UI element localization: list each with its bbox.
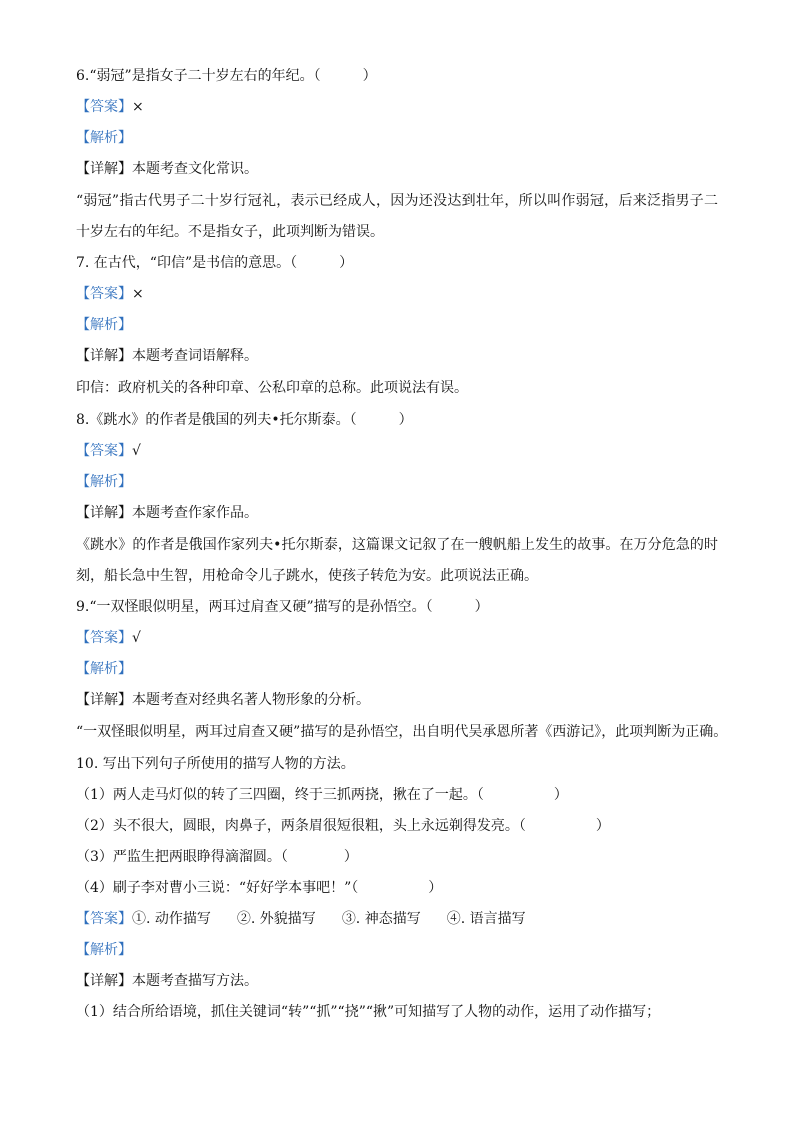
- answer-9: [76, 628, 718, 648]
- analysis-label-9: 【解析】: [76, 661, 132, 677]
- answer-label: 【答案】: [76, 99, 132, 115]
- sub-item-3: （3）严监生把两眼睁得滴溜圆。（ ）: [76, 849, 358, 865]
- sub-item-4: （4）刷子李对曹小三说：“好好学本事吧！”（ ）: [76, 880, 443, 896]
- detail-text: 本题考查文化常识。: [132, 161, 258, 177]
- analysis-label-10: 【解析】: [76, 942, 132, 958]
- detail-7: [76, 346, 718, 366]
- detail-label: 【详解】: [76, 348, 132, 364]
- answer-value: √: [132, 443, 141, 459]
- detail-text: 本题考查作家作品。: [132, 505, 258, 521]
- detail-label: 【详解】: [76, 692, 132, 708]
- explanation-9: “一双怪眼似明星，两耳过肩查又硬”描写的是孙悟空，出自明代吴承恩所著《西游记》，此项判断为正确。: [76, 724, 728, 740]
- sub-item-2: （2）头不很大，圆眼，肉鼻子，两条眉很短很粗，头上永远剃得发亮。（ ）: [76, 818, 610, 834]
- analysis-label-8: 【解析】: [76, 474, 132, 490]
- answer-8: [76, 441, 718, 461]
- detail-label: 【详解】: [76, 161, 132, 177]
- detail-10: [76, 971, 718, 991]
- detail-8: [76, 503, 718, 523]
- answer-label: 【答案】: [76, 630, 132, 646]
- answer-value: ×: [132, 99, 144, 115]
- detail-label: 【详解】: [76, 505, 132, 521]
- detail-text: 本题考查描写方法。: [132, 973, 258, 989]
- answer-label: 【答案】: [76, 443, 132, 459]
- sub-item-1: （1）两人走马灯似的转了三四圈，终于三抓两挠，揪在了一起。（ ）: [76, 787, 568, 803]
- answer-7: [76, 284, 718, 304]
- answer-value: √: [132, 630, 141, 646]
- answer-item-3: ③. 神态描写: [341, 911, 421, 927]
- analysis-label-6: 【解析】: [76, 130, 132, 146]
- answer-item-2: ②. 外貌描写: [236, 911, 316, 927]
- analysis-label-7: 【解析】: [76, 317, 132, 333]
- explanation-7: 印信：政府机关的各种印章、公私印章的总称。此项说法有误。: [76, 380, 468, 396]
- explanation-6: “弱冠”指古代男子二十岁行冠礼，表示已经成人，因为还没达到壮年，所以叫作弱冠，后来泛指男子二十岁左右的年纪。不是指女子，此项判断为错误。: [76, 193, 718, 240]
- answer-6: [76, 97, 718, 117]
- detail-9: [76, 690, 718, 710]
- answer-value: ×: [132, 286, 144, 302]
- question-8: 8.《跳水》的作者是俄国的列夫•托尔斯泰。（ ）: [76, 412, 413, 428]
- question-7: 7. 在古代，“印信”是书信的意思。（ ）: [76, 255, 354, 271]
- detail-text: 本题考查词语解释。: [132, 348, 258, 364]
- detail-6: [76, 159, 718, 179]
- answer-item-4: ④. 语言描写: [446, 911, 526, 927]
- explanation-8: 《跳水》的作者是俄国作家列夫•托尔斯泰，这篇课文记叙了在一艘帆船上发生的故事。在万分危急的时刻，船长急中生智，用枪命令儿子跳水，使孩子转危为安。此项说法正确。: [76, 537, 718, 584]
- explanation-10-1: （1）结合所给语境，抓住关键词“转”“抓”“挠”“揪”可知描写了人物的动作，运用了动作描写；: [76, 1004, 661, 1020]
- question-9: 9.“一双怪眼似明星，两耳过肩查又硬”描写的是孙悟空。（ ）: [76, 599, 489, 615]
- question-10: 10. 写出下列句子所使用的描写人物的方法。: [76, 756, 355, 772]
- answer-10: [76, 909, 718, 929]
- answer-label: 【答案】: [76, 911, 132, 927]
- answer-label: 【答案】: [76, 286, 132, 302]
- detail-text: 本题考查对经典名著人物形象的分析。: [132, 692, 370, 708]
- detail-label: 【详解】: [76, 973, 132, 989]
- question-6: 6.“弱冠”是指女子二十岁左右的年纪。（ ）: [76, 68, 377, 84]
- answer-item-1: ①. 动作描写: [132, 911, 211, 927]
